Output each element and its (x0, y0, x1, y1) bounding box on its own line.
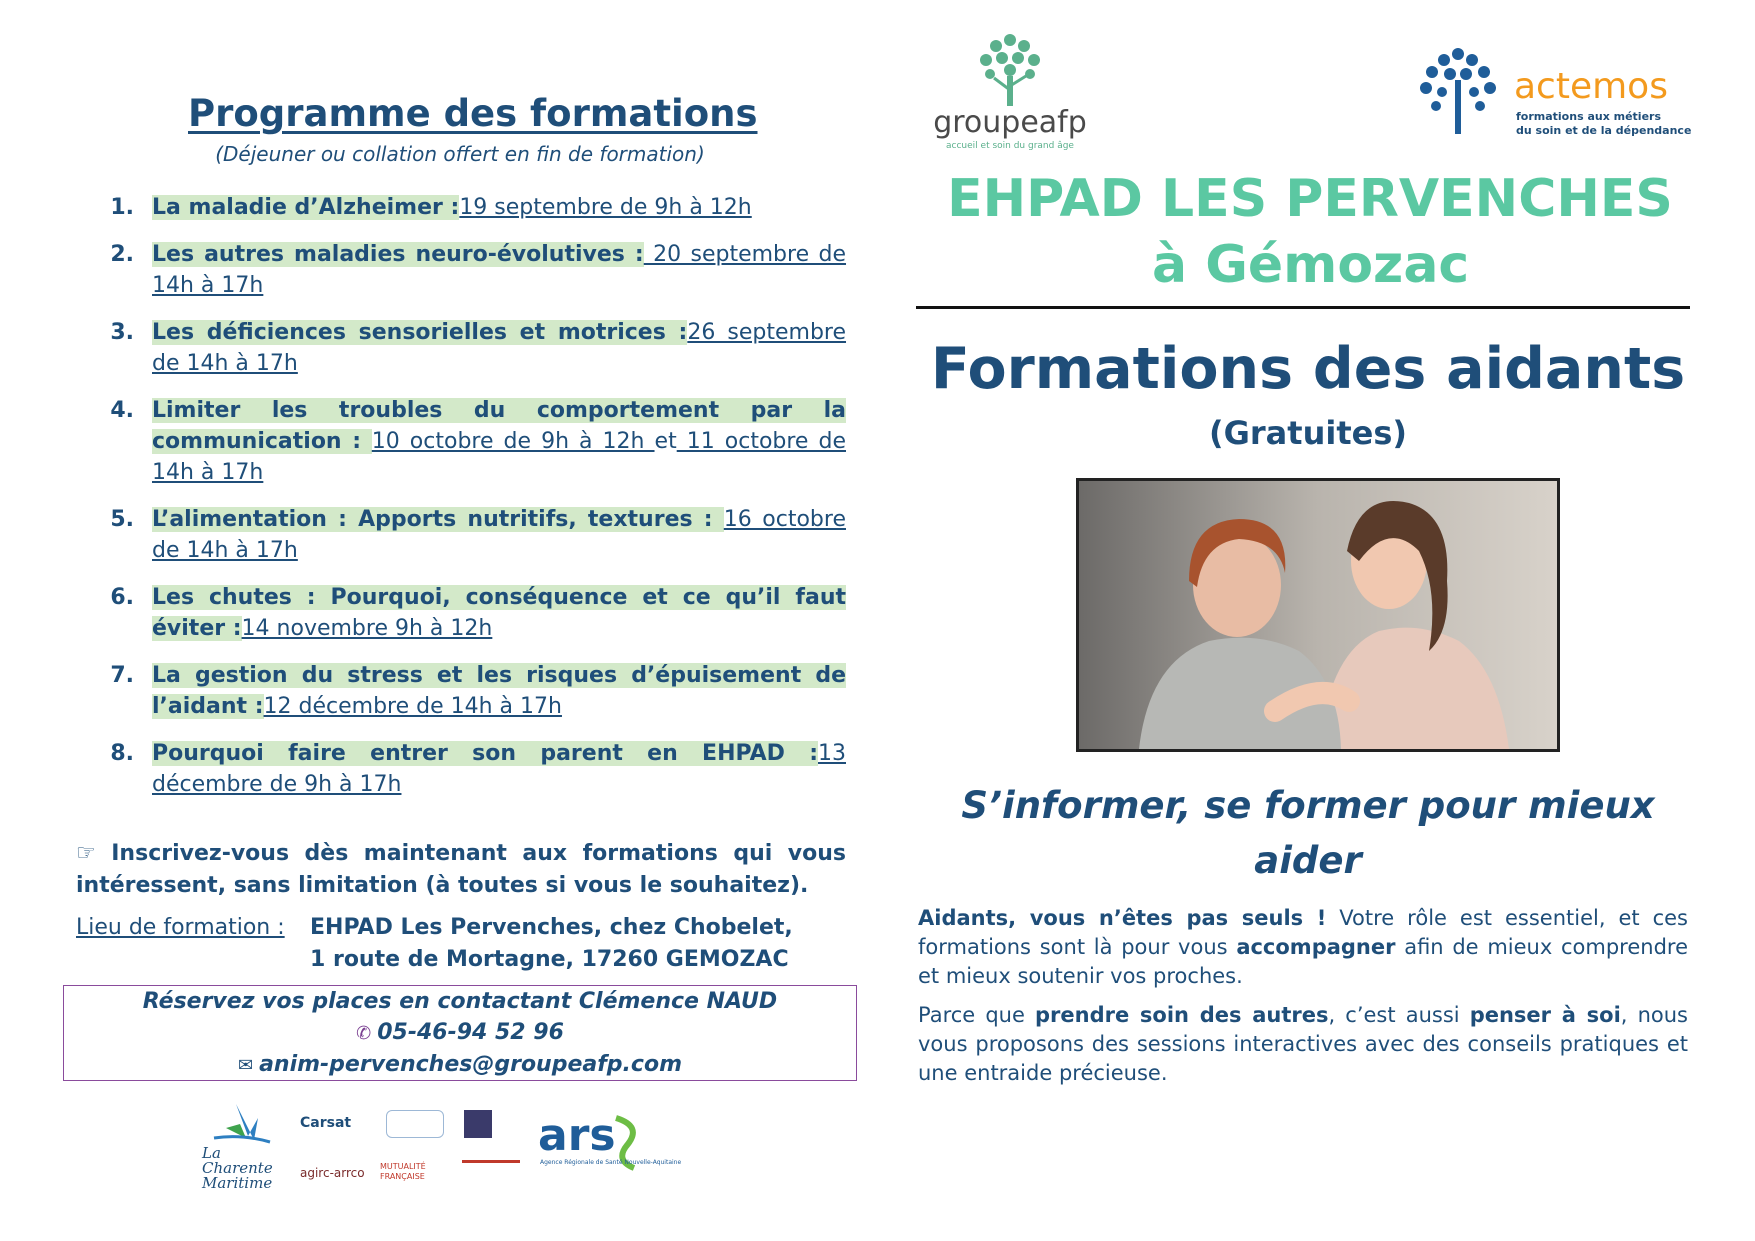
tagline-line-1: S’informer, se former pour mieux (961, 784, 1655, 827)
contact-email[interactable]: anim-pervenches@groupeafp.com (259, 1052, 682, 1077)
p2-bold-1: prendre soin des autres (1034, 1003, 1329, 1027)
pointing-hand-icon: ☞ (76, 841, 96, 866)
p2-text-1: Parce que (918, 1003, 1035, 1027)
paragraph-aidants (918, 904, 1688, 991)
actemos-logo (1406, 40, 1712, 150)
caregiver-photo (1076, 478, 1560, 752)
item-topic: La maladie d’Alzheimer : (152, 195, 460, 220)
item-number: 2. (110, 242, 134, 267)
p1-text-2: afin de mieux comprendre et mieux soutenir vos proches. (918, 935, 1688, 988)
p2-text-2: , c’est aussi (1328, 1003, 1470, 1027)
item-topic: Limiter les troubles du comportement par la communication : (152, 398, 846, 454)
photo-illustration (1079, 481, 1557, 749)
inscription-note (76, 838, 846, 902)
contact-reservation: Réservez vos places en contactant Clémence NAUD (142, 989, 778, 1014)
item-date: 16 octobre de 14h à 17h (152, 507, 846, 563)
ehpad-title-line-2: à Gémozac (1152, 235, 1470, 295)
lieu-address (310, 912, 793, 976)
item-number: 1. (110, 195, 134, 220)
item-number: 4. (110, 398, 134, 423)
item-topic: Pourquoi faire entrer son parent en EHPAD : (152, 741, 818, 766)
actemos-tagline-1: formations aux métiers (1516, 110, 1662, 123)
contact-box (63, 985, 857, 1081)
agirc-arrco-logo: agirc-arrco (300, 1166, 365, 1180)
item-date: 14 novembre 9h à 12h (241, 616, 493, 641)
contact-email-row[interactable] (64, 1049, 856, 1081)
mutualite-logo: MUTUALITÉ FRANÇAISE (380, 1162, 426, 1181)
item-topic: Les autres maladies neuro-évolutives : (152, 242, 644, 267)
ars-logo (536, 1106, 682, 1186)
programme-item (108, 192, 846, 223)
afp-name: groupeafp (933, 105, 1087, 140)
contact-phone[interactable]: 05-46-94 52 96 (377, 1020, 564, 1045)
ehpad-title (920, 166, 1700, 298)
groupe-afp-logo (918, 20, 1103, 170)
formations-title: Formations des aidants (930, 336, 1686, 402)
item-number: 5. (110, 507, 134, 532)
item-date-2: 11 octobre de 14h à 17h (152, 429, 846, 485)
programme-item (108, 660, 846, 722)
header-divider (916, 306, 1690, 309)
item-connector: et (654, 429, 677, 454)
charente-maritime-logo (196, 1098, 288, 1190)
lieu-line-1: EHPAD Les Pervenches, chez Chobelet, (310, 915, 793, 940)
programme-list (108, 192, 846, 816)
programme-subtitle: (Déjeuner ou collation offert en fin de formation) (215, 142, 705, 166)
item-date: 10 octobre de 9h à 12h (371, 429, 655, 454)
item-number: 8. (110, 741, 134, 766)
item-date: 26 septembre de 14h à 17h (152, 320, 847, 376)
item-date: 13 décembre de 9h à 17h (152, 741, 846, 797)
item-topic: Les chutes : Pourquoi, conséquence et ce qu’il faut éviter : (152, 585, 846, 641)
carsat-logo: Carsat (300, 1115, 352, 1131)
programme-title: Programme des formations (188, 92, 758, 135)
phone-icon: ✆ (356, 1023, 372, 1044)
envelope-icon: ✉ (237, 1055, 254, 1076)
item-topic: L’alimentation : Apports nutritifs, textures : (152, 507, 724, 532)
charente-text-1: La (202, 1144, 221, 1162)
p1-bold-2: accompagner (1236, 935, 1396, 959)
programme-item (108, 395, 846, 488)
item-date: 12 décembre de 14h à 17h (263, 694, 562, 719)
ars-text: ars (538, 1110, 616, 1161)
p1-text-1: Votre rôle est essentiel, et ces formations sont là pour vous (918, 906, 1688, 959)
inscription-text: Inscrivez-vous dès maintenant aux formations qui vous intéressent, sans limitation (à toutes si vous le souhaitez). (76, 841, 846, 898)
afp-tagline: accueil et soin du grand âge (946, 141, 1074, 151)
p2-bold-2: penser à soi (1469, 1003, 1621, 1027)
anah-logo (462, 1160, 520, 1185)
tree-icon (980, 34, 1040, 106)
tagline-line-2: aider (1254, 839, 1362, 882)
paragraph-prendre-soin (918, 1001, 1688, 1088)
item-topic: Les déficiences sensorielles et motrices : (152, 320, 688, 345)
item-number: 7. (110, 663, 134, 688)
tagline (916, 778, 1700, 888)
item-date: 20 septembre de 14h à 17h (152, 242, 847, 298)
actemos-tagline-2: du soin et de la dépendance (1516, 124, 1692, 137)
contact-phone-row[interactable] (64, 1017, 856, 1049)
charente-text-3: Maritime (202, 1174, 273, 1192)
actemos-name: actemos (1514, 66, 1668, 107)
programme-item (108, 239, 846, 301)
partner-logos (196, 1098, 682, 1198)
item-date: 19 septembre de 9h à 12h (459, 195, 752, 220)
programme-item (108, 738, 846, 800)
programme-item (108, 504, 846, 566)
assurance-maladie-logo (386, 1110, 444, 1138)
ehpad-title-line-1: EHPAD LES PERVENCHES (947, 169, 1673, 229)
programme-item (108, 317, 846, 379)
actemos-tree-icon (1420, 48, 1496, 134)
charente-text-2: Charente (202, 1159, 273, 1177)
lieu-line-2: 1 route de Mortagne, 17260 GEMOZAC (310, 947, 789, 972)
item-number: 3. (110, 320, 134, 345)
item-number: 6. (110, 585, 134, 610)
ars-subtitle: Agence Régionale de Santé Nouvelle-Aquitaine (540, 1159, 682, 1166)
p2-text-3: , nous vous proposons des sessions interactives avec des conseils pratiques et une entraide précieuse. (918, 1003, 1688, 1085)
programme-item (108, 582, 846, 644)
item-topic: La gestion du stress et les risques d’épuisement de l’aidant : (152, 663, 846, 719)
gratuites-label: (Gratuites) (1209, 414, 1407, 452)
lieu-label: Lieu de formation : (76, 915, 285, 940)
p1-bold-1: Aidants, vous n’êtes pas seuls ! (918, 906, 1327, 930)
msa-logo (464, 1110, 492, 1138)
